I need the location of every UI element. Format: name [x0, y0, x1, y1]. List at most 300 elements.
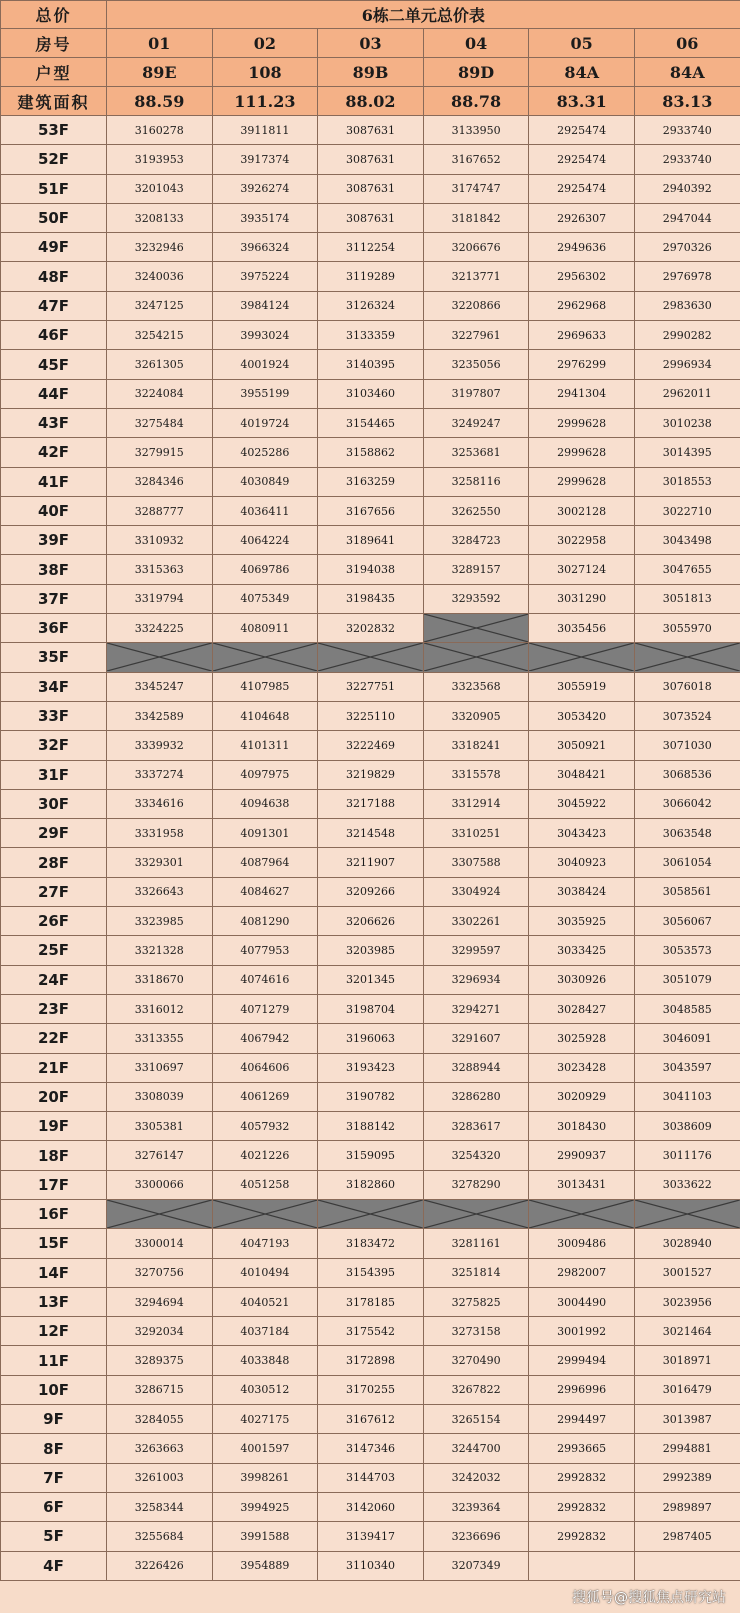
- price-cell: 3103460: [318, 379, 424, 408]
- unit-number-row: [1, 29, 740, 58]
- price-cell: 3004490: [529, 1287, 635, 1316]
- price-cell: 3316012: [107, 994, 213, 1023]
- floor-row: [1, 233, 740, 262]
- floor-row: [1, 291, 740, 320]
- price-cell: 3063548: [634, 819, 740, 848]
- price-cell: 3073524: [634, 701, 740, 730]
- cross-icon: [107, 1200, 212, 1228]
- price-cell: 4064224: [212, 526, 318, 555]
- unit-type-cell: 89B: [318, 58, 424, 87]
- floor-row: [1, 1492, 740, 1521]
- price-cell: 3172898: [318, 1346, 424, 1375]
- floor-row: [1, 819, 740, 848]
- floor-row: [1, 408, 740, 437]
- price-cell: 3258344: [107, 1492, 213, 1521]
- price-cell: 3321328: [107, 936, 213, 965]
- price-cell: 4027175: [212, 1405, 318, 1434]
- price-cell: 4051258: [212, 1170, 318, 1199]
- floor-row: [1, 321, 740, 350]
- price-cell: 3323568: [423, 672, 529, 701]
- price-cell: 3326643: [107, 877, 213, 906]
- price-cell: 3331958: [107, 819, 213, 848]
- unavailable-cell: [318, 1199, 424, 1228]
- floor-label: 22F: [1, 1024, 107, 1053]
- unit-number-cell: 04: [423, 29, 529, 58]
- price-cell: 2925474: [529, 116, 635, 145]
- floor-row: [1, 1112, 740, 1141]
- price-cell: 3220866: [423, 291, 529, 320]
- price-cell: 3300014: [107, 1229, 213, 1258]
- price-cell: 2992389: [634, 1463, 740, 1492]
- floor-label: 21F: [1, 1053, 107, 1082]
- price-cell: 3087631: [318, 145, 424, 174]
- price-cell: 3219829: [318, 760, 424, 789]
- floor-row: [1, 1463, 740, 1492]
- area-cell: 83.13: [634, 87, 740, 116]
- floor-row: [1, 1024, 740, 1053]
- floor-row: [1, 1522, 740, 1551]
- price-cell: 3292034: [107, 1317, 213, 1346]
- area-label: 建筑面积: [1, 87, 107, 116]
- unit-number-label: 房号: [1, 29, 107, 58]
- price-cell: 3193953: [107, 145, 213, 174]
- floor-label: 25F: [1, 936, 107, 965]
- floor-label: 53F: [1, 116, 107, 145]
- floor-label: 32F: [1, 731, 107, 760]
- price-cell: 3209266: [318, 877, 424, 906]
- area-cell: 88.78: [423, 87, 529, 116]
- price-cell: 3249247: [423, 408, 529, 437]
- price-cell: 3053573: [634, 936, 740, 965]
- price-cell: 2976978: [634, 262, 740, 291]
- price-cell: 3310251: [423, 819, 529, 848]
- price-cell: 3056067: [634, 907, 740, 936]
- price-cell: 4030512: [212, 1375, 318, 1404]
- price-cell: 4010494: [212, 1258, 318, 1287]
- price-cell: 3242032: [423, 1463, 529, 1492]
- price-cell: 4057932: [212, 1112, 318, 1141]
- price-cell: 3055970: [634, 614, 740, 643]
- unavailable-cell: [529, 643, 635, 672]
- unavailable-cell: [634, 1199, 740, 1228]
- price-cell: 3048585: [634, 994, 740, 1023]
- price-cell: 3308039: [107, 1082, 213, 1111]
- price-cell: 3020929: [529, 1082, 635, 1111]
- price-cell: [634, 1551, 740, 1580]
- price-cell: 2992832: [529, 1463, 635, 1492]
- price-cell: 4036411: [212, 496, 318, 525]
- price-cell: 3188142: [318, 1112, 424, 1141]
- price-cell: 3031290: [529, 584, 635, 613]
- floor-row: [1, 965, 740, 994]
- price-cell: 3258116: [423, 467, 529, 496]
- price-cell: 3315578: [423, 760, 529, 789]
- price-cell: 3022710: [634, 496, 740, 525]
- area-cell: 111.23: [212, 87, 318, 116]
- price-cell: 3018430: [529, 1112, 635, 1141]
- price-cell: 3087631: [318, 116, 424, 145]
- price-cell: 3201043: [107, 174, 213, 203]
- price-cell: 3197807: [423, 379, 529, 408]
- price-cell: 4030849: [212, 467, 318, 496]
- price-cell: 3251814: [423, 1258, 529, 1287]
- price-cell: 3289157: [423, 555, 529, 584]
- price-cell: 3275825: [423, 1287, 529, 1316]
- floor-row: [1, 848, 740, 877]
- unit-type-cell: 108: [212, 58, 318, 87]
- floor-label: 30F: [1, 789, 107, 818]
- floor-row: [1, 467, 740, 496]
- price-cell: 2940392: [634, 174, 740, 203]
- price-cell: 3275484: [107, 408, 213, 437]
- floor-row: [1, 994, 740, 1023]
- price-cell: 3050921: [529, 731, 635, 760]
- price-cell: 3319794: [107, 584, 213, 613]
- price-cell: 3222469: [318, 731, 424, 760]
- floor-label: 40F: [1, 496, 107, 525]
- price-cell: 3235056: [423, 350, 529, 379]
- price-cell: 2956302: [529, 262, 635, 291]
- floor-row: [1, 174, 740, 203]
- price-cell: 3993024: [212, 321, 318, 350]
- price-cell: 2933740: [634, 116, 740, 145]
- unit-number-cell: 01: [107, 29, 213, 58]
- floor-row: [1, 789, 740, 818]
- price-cell: 3208133: [107, 203, 213, 232]
- price-cell: 3226426: [107, 1551, 213, 1580]
- price-cell: 2941304: [529, 379, 635, 408]
- price-cell: 3023956: [634, 1287, 740, 1316]
- price-cell: 3133950: [423, 116, 529, 145]
- price-cell: 2999628: [529, 467, 635, 496]
- price-cell: 3254215: [107, 321, 213, 350]
- floor-row: [1, 1170, 740, 1199]
- price-cell: 3911811: [212, 116, 318, 145]
- floor-label: 33F: [1, 701, 107, 730]
- price-cell: 2999628: [529, 438, 635, 467]
- price-cell: 3202832: [318, 614, 424, 643]
- price-cell: 3227751: [318, 672, 424, 701]
- cross-icon: [529, 1200, 634, 1228]
- unit-type-row: [1, 58, 740, 87]
- floor-rows: [1, 116, 740, 1581]
- unavailable-cell: [423, 643, 529, 672]
- floor-label: 36F: [1, 614, 107, 643]
- price-cell: 3087631: [318, 203, 424, 232]
- price-cell: 3310932: [107, 526, 213, 555]
- floor-label: 14F: [1, 1258, 107, 1287]
- floor-label: 7F: [1, 1463, 107, 1492]
- price-cell: 3013987: [634, 1405, 740, 1434]
- table-header: [1, 1, 740, 116]
- price-cell: 4001597: [212, 1434, 318, 1463]
- price-cell: 2925474: [529, 145, 635, 174]
- price-cell: 3261003: [107, 1463, 213, 1492]
- floor-label: 17F: [1, 1170, 107, 1199]
- floor-label: 8F: [1, 1434, 107, 1463]
- area-row: [1, 87, 740, 116]
- price-cell: 3021464: [634, 1317, 740, 1346]
- floor-label: 16F: [1, 1199, 107, 1228]
- unavailable-cell: [107, 1199, 213, 1228]
- price-cell: 3178185: [318, 1287, 424, 1316]
- cross-icon: [107, 643, 212, 671]
- price-cell: 3167612: [318, 1405, 424, 1434]
- price-cell: 3954889: [212, 1551, 318, 1580]
- price-cell: 2989897: [634, 1492, 740, 1521]
- unit-type-cell: 89D: [423, 58, 529, 87]
- price-cell: 4067942: [212, 1024, 318, 1053]
- price-cell: 2949636: [529, 233, 635, 262]
- price-cell: 3027124: [529, 555, 635, 584]
- price-cell: [529, 1551, 635, 1580]
- price-cell: 3935174: [212, 203, 318, 232]
- price-cell: 3323985: [107, 907, 213, 936]
- cross-icon: [635, 1200, 740, 1228]
- price-cell: 3133359: [318, 321, 424, 350]
- price-cell: 3030926: [529, 965, 635, 994]
- price-cell: 3926274: [212, 174, 318, 203]
- floor-label: 5F: [1, 1522, 107, 1551]
- price-cell: 2962968: [529, 291, 635, 320]
- price-cell: 3140395: [318, 350, 424, 379]
- price-cell: 4080911: [212, 614, 318, 643]
- floor-row: [1, 262, 740, 291]
- cross-icon: [529, 643, 634, 671]
- floor-row: [1, 496, 740, 525]
- price-cell: 3163259: [318, 467, 424, 496]
- price-cell: 2999494: [529, 1346, 635, 1375]
- price-cell: 4019724: [212, 408, 318, 437]
- floor-row: [1, 760, 740, 789]
- price-cell: 3076018: [634, 672, 740, 701]
- unavailable-cell: [423, 1199, 529, 1228]
- floor-label: 15F: [1, 1229, 107, 1258]
- unavailable-cell: [318, 643, 424, 672]
- price-cell: 2996996: [529, 1375, 635, 1404]
- price-cell: 3262550: [423, 496, 529, 525]
- price-cell: 3048421: [529, 760, 635, 789]
- price-cell: 3198704: [318, 994, 424, 1023]
- unit-type-cell: 89E: [107, 58, 213, 87]
- price-cell: 3966324: [212, 233, 318, 262]
- price-cell: 4104648: [212, 701, 318, 730]
- corner-label: 总价: [1, 1, 107, 29]
- price-cell: 4040521: [212, 1287, 318, 1316]
- price-cell: 3066042: [634, 789, 740, 818]
- floor-label: 49F: [1, 233, 107, 262]
- price-cell: 3286715: [107, 1375, 213, 1404]
- price-cell: 2969633: [529, 321, 635, 350]
- price-cell: 3975224: [212, 262, 318, 291]
- price-cell: 3284346: [107, 467, 213, 496]
- floor-row: [1, 438, 740, 467]
- price-cell: 4097975: [212, 760, 318, 789]
- price-cell: 3174747: [423, 174, 529, 203]
- price-cell: 3337274: [107, 760, 213, 789]
- price-cell: 4094638: [212, 789, 318, 818]
- price-cell: 4084627: [212, 877, 318, 906]
- floor-label: 19F: [1, 1112, 107, 1141]
- price-cell: 3313355: [107, 1024, 213, 1053]
- price-cell: 2999628: [529, 408, 635, 437]
- price-cell: 4001924: [212, 350, 318, 379]
- floor-label: 11F: [1, 1346, 107, 1375]
- area-cell: 83.31: [529, 87, 635, 116]
- price-cell: 3189641: [318, 526, 424, 555]
- price-cell: 3047655: [634, 555, 740, 584]
- price-cell: 3001992: [529, 1317, 635, 1346]
- price-cell: 3315363: [107, 555, 213, 584]
- price-cell: 3225110: [318, 701, 424, 730]
- price-cell: 3045922: [529, 789, 635, 818]
- price-cell: 3207349: [423, 1551, 529, 1580]
- price-cell: 3198435: [318, 584, 424, 613]
- floor-label: 26F: [1, 907, 107, 936]
- price-cell: 3288777: [107, 496, 213, 525]
- unit-type-cell: 84A: [634, 58, 740, 87]
- price-cell: 2983630: [634, 291, 740, 320]
- floor-row: [1, 1287, 740, 1316]
- floor-row: [1, 731, 740, 760]
- unit-number-cell: 06: [634, 29, 740, 58]
- price-cell: 2994881: [634, 1434, 740, 1463]
- price-cell: 3291607: [423, 1024, 529, 1053]
- price-cell: 3265154: [423, 1405, 529, 1434]
- price-cell: 3167656: [318, 496, 424, 525]
- floor-row: [1, 1551, 740, 1580]
- floor-label: 38F: [1, 555, 107, 584]
- price-cell: 3994925: [212, 1492, 318, 1521]
- price-cell: 4081290: [212, 907, 318, 936]
- price-cell: 2990937: [529, 1141, 635, 1170]
- price-cell: 3324225: [107, 614, 213, 643]
- price-cell: 4091301: [212, 819, 318, 848]
- floor-label: 48F: [1, 262, 107, 291]
- price-cell: 3213771: [423, 262, 529, 291]
- price-cell: 3991588: [212, 1522, 318, 1551]
- price-cell: 2933740: [634, 145, 740, 174]
- cross-icon: [424, 614, 529, 642]
- unavailable-cell: [212, 1199, 318, 1228]
- price-cell: 2987405: [634, 1522, 740, 1551]
- price-cell: 2994497: [529, 1405, 635, 1434]
- price-cell: 3167652: [423, 145, 529, 174]
- floor-label: 20F: [1, 1082, 107, 1111]
- price-cell: 3339932: [107, 731, 213, 760]
- floor-label: 37F: [1, 584, 107, 613]
- price-cell: 3263663: [107, 1434, 213, 1463]
- floor-row: [1, 203, 740, 232]
- floor-label: 35F: [1, 643, 107, 672]
- price-cell: 3013431: [529, 1170, 635, 1199]
- title-row: [1, 1, 740, 29]
- price-cell: 3320905: [423, 701, 529, 730]
- price-cell: 4061269: [212, 1082, 318, 1111]
- floor-row: [1, 877, 740, 906]
- unavailable-cell: [212, 643, 318, 672]
- watermark-text: 搜狐号@搜狐焦点研究站: [572, 1590, 726, 1606]
- price-cell: 3119289: [318, 262, 424, 291]
- floor-label: 41F: [1, 467, 107, 496]
- cross-icon: [424, 643, 529, 671]
- price-cell: 2976299: [529, 350, 635, 379]
- price-cell: 3126324: [318, 291, 424, 320]
- price-cell: 3236696: [423, 1522, 529, 1551]
- price-cell: 3001527: [634, 1258, 740, 1287]
- price-cell: 3289375: [107, 1346, 213, 1375]
- price-cell: 3160278: [107, 116, 213, 145]
- price-cell: 3182860: [318, 1170, 424, 1199]
- floor-label: 52F: [1, 145, 107, 174]
- price-cell: 4107985: [212, 672, 318, 701]
- price-cell: 3276147: [107, 1141, 213, 1170]
- price-cell: 2962011: [634, 379, 740, 408]
- price-cell: 3239364: [423, 1492, 529, 1521]
- price-cell: 3139417: [318, 1522, 424, 1551]
- price-cell: 3302261: [423, 907, 529, 936]
- price-cell: 3014395: [634, 438, 740, 467]
- area-cell: 88.02: [318, 87, 424, 116]
- price-cell: 3224084: [107, 379, 213, 408]
- price-cell: 3068536: [634, 760, 740, 789]
- price-cell: 2926307: [529, 203, 635, 232]
- price-cell: 3267822: [423, 1375, 529, 1404]
- price-cell: 3255684: [107, 1522, 213, 1551]
- price-cell: 3183472: [318, 1229, 424, 1258]
- cross-icon: [318, 1200, 423, 1228]
- price-cell: 3254320: [423, 1141, 529, 1170]
- price-cell: 3244700: [423, 1434, 529, 1463]
- price-cell: 4071279: [212, 994, 318, 1023]
- unit-number-cell: 02: [212, 29, 318, 58]
- price-cell: 3154465: [318, 408, 424, 437]
- price-cell: 3011176: [634, 1141, 740, 1170]
- price-cell: 3288944: [423, 1053, 529, 1082]
- price-cell: 3040923: [529, 848, 635, 877]
- price-cell: 3203985: [318, 936, 424, 965]
- price-cell: 4101311: [212, 731, 318, 760]
- price-cell: 3329301: [107, 848, 213, 877]
- price-cell: 3193423: [318, 1053, 424, 1082]
- price-cell: 3998261: [212, 1463, 318, 1492]
- price-cell: 2992832: [529, 1492, 635, 1521]
- price-cell: 3294271: [423, 994, 529, 1023]
- price-cell: 3278290: [423, 1170, 529, 1199]
- floor-label: 9F: [1, 1405, 107, 1434]
- floor-row: [1, 1346, 740, 1375]
- price-cell: 3071030: [634, 731, 740, 760]
- unavailable-cell: [634, 643, 740, 672]
- price-cell: 3051079: [634, 965, 740, 994]
- price-cell: 3016479: [634, 1375, 740, 1404]
- price-cell: 3270756: [107, 1258, 213, 1287]
- price-cell: 4069786: [212, 555, 318, 584]
- cross-icon: [635, 643, 740, 671]
- price-cell: 3232946: [107, 233, 213, 262]
- price-cell: 2996934: [634, 350, 740, 379]
- floor-row: [1, 643, 740, 672]
- floor-label: 45F: [1, 350, 107, 379]
- floor-row: [1, 1375, 740, 1404]
- price-cell: 3305381: [107, 1112, 213, 1141]
- floor-label: 42F: [1, 438, 107, 467]
- price-cell: 3261305: [107, 350, 213, 379]
- floor-label: 46F: [1, 321, 107, 350]
- price-cell: 3061054: [634, 848, 740, 877]
- price-cell: 2992832: [529, 1522, 635, 1551]
- unit-number-cell: 05: [529, 29, 635, 58]
